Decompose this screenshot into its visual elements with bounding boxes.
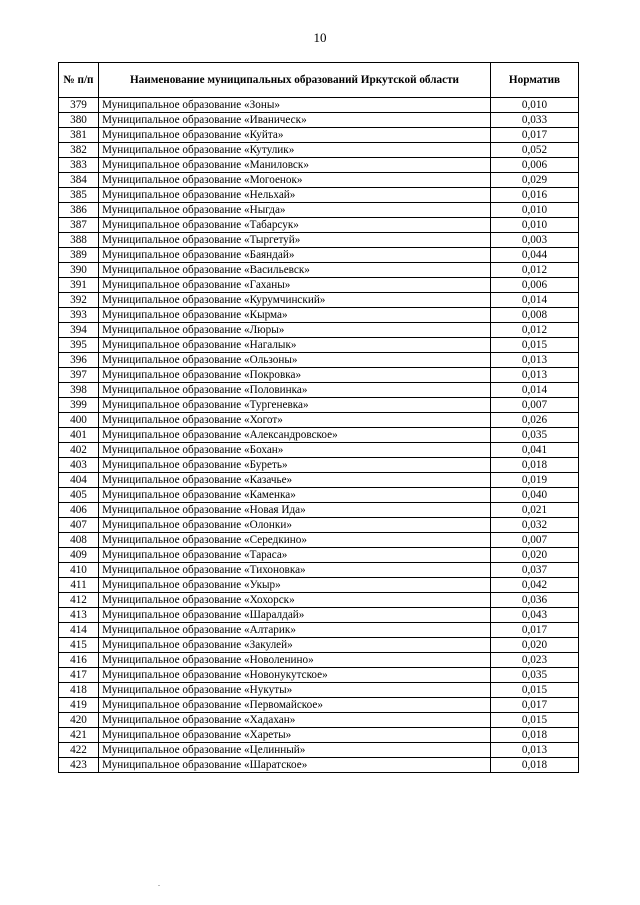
row-name: Муниципальное образование «Нельхай» <box>99 188 491 203</box>
row-name: Муниципальное образование «Каменка» <box>99 488 491 503</box>
row-value: 0,035 <box>491 428 579 443</box>
row-number: 405 <box>59 488 99 503</box>
row-name: Муниципальное образование «Покровка» <box>99 368 491 383</box>
row-value: 0,043 <box>491 608 579 623</box>
table-row <box>59 593 579 608</box>
row-number: 415 <box>59 638 99 653</box>
table-row <box>59 143 579 158</box>
row-name: Муниципальное образование «Алтарик» <box>99 623 491 638</box>
table-row <box>59 503 579 518</box>
row-value: 0,008 <box>491 308 579 323</box>
row-value: 0,006 <box>491 158 579 173</box>
row-name: Муниципальное образование «Курумчинский» <box>99 293 491 308</box>
row-number: 390 <box>59 263 99 278</box>
header-value: Норматив <box>491 63 579 98</box>
row-name: Муниципальное образование «Первомайское» <box>99 698 491 713</box>
row-value: 0,040 <box>491 488 579 503</box>
row-value: 0,032 <box>491 518 579 533</box>
row-name: Муниципальное образование «Закулей» <box>99 638 491 653</box>
row-name: Муниципальное образование «Хареты» <box>99 728 491 743</box>
row-value: 0,021 <box>491 503 579 518</box>
table-row <box>59 188 579 203</box>
row-name: Муниципальное образование «Иваническ» <box>99 113 491 128</box>
table-row <box>59 128 579 143</box>
table-row <box>59 683 579 698</box>
table-row <box>59 563 579 578</box>
table-row <box>59 458 579 473</box>
row-value: 0,015 <box>491 713 579 728</box>
row-name: Муниципальное образование «Васильевск» <box>99 263 491 278</box>
row-value: 0,010 <box>491 98 579 113</box>
row-name: Муниципальное образование «Кырма» <box>99 308 491 323</box>
row-number: 423 <box>59 758 99 773</box>
row-value: 0,014 <box>491 293 579 308</box>
row-name: Муниципальное образование «Могоенок» <box>99 173 491 188</box>
row-number: 398 <box>59 383 99 398</box>
row-value: 0,014 <box>491 383 579 398</box>
row-name: Муниципальное образование «Тараса» <box>99 548 491 563</box>
row-number: 403 <box>59 458 99 473</box>
row-value: 0,029 <box>491 173 579 188</box>
row-name: Муниципальное образование «Середкино» <box>99 533 491 548</box>
row-number: 417 <box>59 668 99 683</box>
row-value: 0,036 <box>491 593 579 608</box>
row-number: 388 <box>59 233 99 248</box>
table-row <box>59 233 579 248</box>
row-number: 392 <box>59 293 99 308</box>
table-row <box>59 668 579 683</box>
table-row <box>59 293 579 308</box>
row-value: 0,012 <box>491 323 579 338</box>
table-row <box>59 203 579 218</box>
table-row <box>59 728 579 743</box>
row-name: Муниципальное образование «Нукуты» <box>99 683 491 698</box>
row-number: 410 <box>59 563 99 578</box>
row-name: Муниципальное образование «Александровское» <box>99 428 491 443</box>
row-number: 412 <box>59 593 99 608</box>
page-number: 10 <box>313 30 327 45</box>
row-name: Муниципальное образование «Укыр» <box>99 578 491 593</box>
row-number: 380 <box>59 113 99 128</box>
row-name: Муниципальное образование «Олонки» <box>99 518 491 533</box>
row-value: 0,017 <box>491 128 579 143</box>
row-value: 0,013 <box>491 368 579 383</box>
row-number: 395 <box>59 338 99 353</box>
table-row <box>59 743 579 758</box>
row-number: 393 <box>59 308 99 323</box>
row-value: 0,041 <box>491 443 579 458</box>
row-value: 0,006 <box>491 278 579 293</box>
norm-table <box>58 62 579 773</box>
scan-speck <box>158 885 160 886</box>
table-row <box>59 113 579 128</box>
row-value: 0,033 <box>491 113 579 128</box>
table-row <box>59 578 579 593</box>
table-row <box>59 98 579 113</box>
table-row <box>59 698 579 713</box>
row-number: 408 <box>59 533 99 548</box>
row-name: Муниципальное образование «Хадахан» <box>99 713 491 728</box>
row-name: Муниципальное образование «Люры» <box>99 323 491 338</box>
row-name: Муниципальное образование «Целинный» <box>99 743 491 758</box>
header-num: № п/п <box>59 63 99 98</box>
row-name: Муниципальное образование «Тыргетуй» <box>99 233 491 248</box>
row-number: 419 <box>59 698 99 713</box>
row-name: Муниципальное образование «Ользоны» <box>99 353 491 368</box>
row-name: Муниципальное образование «Шаратское» <box>99 758 491 773</box>
row-value: 0,018 <box>491 458 579 473</box>
row-name: Муниципальное образование «Тихоновка» <box>99 563 491 578</box>
row-name: Муниципальное образование «Табарсук» <box>99 218 491 233</box>
table-row <box>59 488 579 503</box>
row-value: 0,020 <box>491 638 579 653</box>
table-row <box>59 533 579 548</box>
table-row <box>59 173 579 188</box>
table-row <box>59 368 579 383</box>
row-name: Муниципальное образование «Куйта» <box>99 128 491 143</box>
row-name: Муниципальное образование «Новонукутское» <box>99 668 491 683</box>
row-number: 409 <box>59 548 99 563</box>
row-value: 0,026 <box>491 413 579 428</box>
table-row <box>59 758 579 773</box>
row-value: 0,003 <box>491 233 579 248</box>
row-number: 401 <box>59 428 99 443</box>
row-name: Муниципальное образование «Новоленино» <box>99 653 491 668</box>
row-value: 0,052 <box>491 143 579 158</box>
row-number: 404 <box>59 473 99 488</box>
row-value: 0,010 <box>491 218 579 233</box>
row-value: 0,015 <box>491 338 579 353</box>
table-row <box>59 638 579 653</box>
table-row <box>59 653 579 668</box>
row-name: Муниципальное образование «Маниловск» <box>99 158 491 173</box>
table-row <box>59 338 579 353</box>
row-number: 420 <box>59 713 99 728</box>
table-body <box>59 98 579 773</box>
row-number: 421 <box>59 728 99 743</box>
row-number: 411 <box>59 578 99 593</box>
table-row <box>59 263 579 278</box>
row-value: 0,018 <box>491 758 579 773</box>
row-value: 0,035 <box>491 668 579 683</box>
table-row <box>59 608 579 623</box>
row-name: Муниципальное образование «Хохорск» <box>99 593 491 608</box>
table-row <box>59 623 579 638</box>
row-number: 384 <box>59 173 99 188</box>
table-row <box>59 248 579 263</box>
row-name: Муниципальное образование «Тургеневка» <box>99 398 491 413</box>
row-value: 0,020 <box>491 548 579 563</box>
row-value: 0,007 <box>491 533 579 548</box>
table-row <box>59 158 579 173</box>
row-number: 414 <box>59 623 99 638</box>
row-number: 386 <box>59 203 99 218</box>
row-number: 385 <box>59 188 99 203</box>
row-value: 0,017 <box>491 623 579 638</box>
row-number: 396 <box>59 353 99 368</box>
row-number: 422 <box>59 743 99 758</box>
row-value: 0,044 <box>491 248 579 263</box>
row-number: 394 <box>59 323 99 338</box>
row-value: 0,037 <box>491 563 579 578</box>
row-name: Муниципальное образование «Ныгда» <box>99 203 491 218</box>
row-number: 379 <box>59 98 99 113</box>
row-name: Муниципальное образование «Кутулик» <box>99 143 491 158</box>
row-value: 0,042 <box>491 578 579 593</box>
row-name: Муниципальное образование «Буреть» <box>99 458 491 473</box>
row-number: 413 <box>59 608 99 623</box>
row-name: Муниципальное образование «Казачье» <box>99 473 491 488</box>
row-number: 406 <box>59 503 99 518</box>
row-number: 382 <box>59 143 99 158</box>
row-number: 391 <box>59 278 99 293</box>
row-number: 397 <box>59 368 99 383</box>
row-name: Муниципальное образование «Гаханы» <box>99 278 491 293</box>
row-number: 400 <box>59 413 99 428</box>
table-row <box>59 398 579 413</box>
table-row <box>59 308 579 323</box>
table-row <box>59 443 579 458</box>
row-number: 402 <box>59 443 99 458</box>
row-value: 0,013 <box>491 353 579 368</box>
header-name: Наименование муниципальных образований Иркутской области <box>99 63 491 98</box>
row-value: 0,010 <box>491 203 579 218</box>
row-number: 418 <box>59 683 99 698</box>
row-number: 416 <box>59 653 99 668</box>
table-row <box>59 383 579 398</box>
row-name: Муниципальное образование «Новая Ида» <box>99 503 491 518</box>
row-value: 0,016 <box>491 188 579 203</box>
table-row <box>59 413 579 428</box>
table-row <box>59 278 579 293</box>
table-row <box>59 473 579 488</box>
table-row <box>59 428 579 443</box>
row-number: 389 <box>59 248 99 263</box>
row-number: 381 <box>59 128 99 143</box>
row-value: 0,013 <box>491 743 579 758</box>
row-number: 383 <box>59 158 99 173</box>
row-name: Муниципальное образование «Нагалык» <box>99 338 491 353</box>
table-row <box>59 548 579 563</box>
row-name: Муниципальное образование «Бохан» <box>99 443 491 458</box>
table-row <box>59 323 579 338</box>
row-name: Муниципальное образование «Хогот» <box>99 413 491 428</box>
row-value: 0,007 <box>491 398 579 413</box>
row-value: 0,023 <box>491 653 579 668</box>
table-header-row <box>59 63 579 98</box>
table-row <box>59 713 579 728</box>
row-value: 0,017 <box>491 698 579 713</box>
table-row <box>59 353 579 368</box>
table-row <box>59 218 579 233</box>
row-name: Муниципальное образование «Половинка» <box>99 383 491 398</box>
row-value: 0,019 <box>491 473 579 488</box>
row-value: 0,018 <box>491 728 579 743</box>
row-name: Муниципальное образование «Шаралдай» <box>99 608 491 623</box>
row-number: 399 <box>59 398 99 413</box>
row-number: 407 <box>59 518 99 533</box>
table-row <box>59 518 579 533</box>
row-number: 387 <box>59 218 99 233</box>
row-value: 0,015 <box>491 683 579 698</box>
row-name: Муниципальное образование «Баяндай» <box>99 248 491 263</box>
row-value: 0,012 <box>491 263 579 278</box>
row-name: Муниципальное образование «Зоны» <box>99 98 491 113</box>
